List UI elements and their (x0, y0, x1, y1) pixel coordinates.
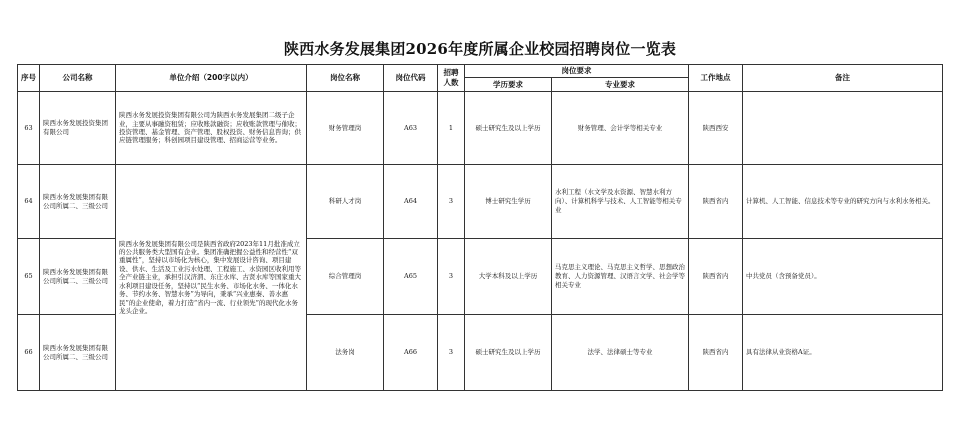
row-count: 3 (438, 165, 465, 239)
unit-intro-group: 陕西水务发展集团有限公司是陕西省政府2023年11月批准成立的公共服务类大型国有企业。集团准确把握公益性和经营性“双重属性”，坚持以市场化为核心，集中发展设计咨询、项目建设、供水、生活及工业污水处理、工程施工、水资园区收利用等全产业链主业，承担引汉济渭、东庄水库、古贤水库等国家重大水利项目建设任务，坚持以“民生水务、市场化水务、一体化水务、节约水务、智慧水务”为导向，秉承“兴业惠秦、善水惠民”的企业使命，着力打造“省内一流、行业领先”的现代化水务龙头企业。 (116, 165, 307, 391)
row-count: 1 (438, 92, 465, 165)
row-major: 财务管理、会计学等相关专业 (552, 92, 689, 165)
row-count: 3 (438, 315, 465, 391)
row-education: 硕士研究生及以上学历 (465, 92, 552, 165)
row-code: A63 (384, 92, 438, 165)
row-location: 陕西省内 (689, 315, 743, 391)
row-code: A66 (384, 315, 438, 391)
header-count: 招聘人数 (438, 65, 465, 92)
header-seq: 序号 (18, 65, 40, 92)
row-remarks: 具有法律从业资格A证。 (743, 315, 943, 391)
header-code: 岗位代码 (384, 65, 438, 92)
row-seq: 63 (18, 92, 40, 165)
row-remarks: 中共党员（含预备党员）。 (743, 239, 943, 315)
row-code: A65 (384, 239, 438, 315)
header-unit-intro: 单位介绍（200字以内） (116, 65, 307, 92)
recruitment-table (17, 64, 943, 391)
header-remarks: 备注 (743, 65, 943, 92)
row-education: 大学本科及以上学历 (465, 239, 552, 315)
row-remarks: 计算机、人工智能、信息技术等专业的研究方向与水利水务相关。 (743, 165, 943, 239)
header-company: 公司名称 (40, 65, 116, 92)
row-company: 陕西水务发展投资集团有限公司 (40, 92, 116, 165)
header-requirements: 岗位要求 (465, 65, 689, 78)
header-position: 岗位名称 (307, 65, 384, 92)
table-row (18, 165, 943, 239)
row-seq: 65 (18, 239, 40, 315)
row-major: 法学、法律硕士等专业 (552, 315, 689, 391)
row-remarks (743, 92, 943, 165)
row-education: 博士研究生学历 (465, 165, 552, 239)
row-seq: 66 (18, 315, 40, 391)
header-row (18, 65, 943, 78)
row-seq: 64 (18, 165, 40, 239)
header-education: 学历要求 (465, 78, 552, 92)
row-position: 综合管理岗 (307, 239, 384, 315)
row-major: 水利工程（水文学及水资源、智慧水利方向）、计算机科学与技术、人工智能等相关专业 (552, 165, 689, 239)
row-location: 陕西省内 (689, 165, 743, 239)
row-location: 陕西西安 (689, 92, 743, 165)
row-company: 陕西水务发展集团有限公司所属二、三级公司 (40, 239, 116, 315)
row-position: 法务岗 (307, 315, 384, 391)
header-location: 工作地点 (689, 65, 743, 92)
row-company: 陕西水务发展集团有限公司所属二、三级公司 (40, 165, 116, 239)
row-location: 陕西省内 (689, 239, 743, 315)
header-major: 专业要求 (552, 78, 689, 92)
row-position: 财务管理岗 (307, 92, 384, 165)
row-code: A64 (384, 165, 438, 239)
row-company: 陕西水务发展集团有限公司所属二、三级公司 (40, 315, 116, 391)
row-education: 硕士研究生及以上学历 (465, 315, 552, 391)
page-title: 陕西水务发展集团2026年度所属企业校园招聘岗位一览表 (283, 40, 677, 58)
row-position: 科研人才岗 (307, 165, 384, 239)
table-row (18, 92, 943, 165)
row-major: 马克思主义理论、马克思主义哲学、思想政治教育、人力资源管理、汉语言文学、社会学等相关专业 (552, 239, 689, 315)
unit-intro-investment: 陕西水务发展投资集团有限公司为陕西水务发展集团二级子企业，主要从事融资租赁；应收账款融资；应收账款管理与催收；投资管理、基金管理、资产管理、股权投资、财务信息咨询；供应链管理服务；科创园项目建设管理、招商运营等业务。 (116, 92, 307, 165)
row-count: 3 (438, 239, 465, 315)
